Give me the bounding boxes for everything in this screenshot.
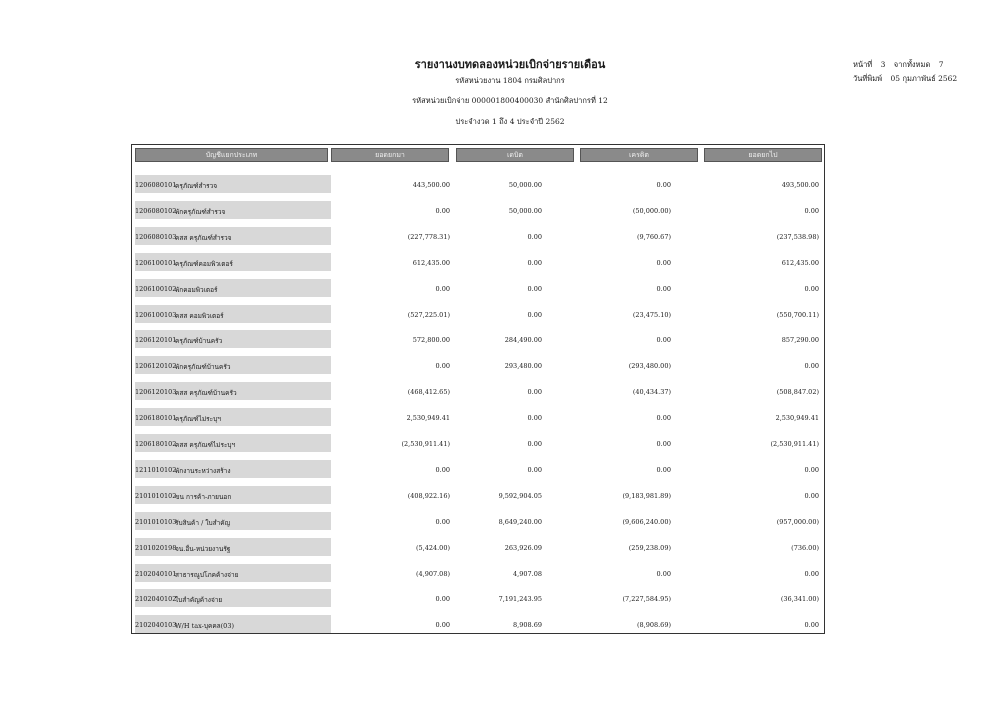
debit-value: 263,926.09 (504, 543, 542, 552)
agency-line: รหัสหน่วยงาน 1804 กรมศิลปากร (455, 76, 565, 85)
brought-forward-value: 0.00 (435, 284, 450, 293)
carried-forward-value: (508,847.02) (776, 388, 819, 397)
brought-forward-value: 612,435.00 (412, 258, 450, 267)
brought-forward-value: 0.00 (435, 595, 450, 604)
carried-forward-value: 0.00 (804, 284, 819, 293)
debit-value: 0.00 (527, 232, 542, 241)
table-row (131, 536, 825, 562)
table-row (131, 251, 825, 277)
table-row (131, 277, 825, 303)
account-name: พักงานระหว่างสร้าง (175, 466, 231, 475)
brought-forward-value: 0.00 (435, 465, 450, 474)
account-code: 2102040101 (135, 569, 177, 578)
account-name: ครุภัณฑ์คอมพิวเตอร์ (175, 259, 233, 268)
account-name: พักครุภัณฑ์บ้านครัว (175, 363, 231, 372)
column-header-carried-forward: ยอดยกไป (704, 148, 822, 162)
table-row (131, 510, 825, 536)
carried-forward-value: 0.00 (804, 621, 819, 630)
account-name: คสส คอมพิวเตอร์ (175, 311, 224, 320)
disbursement-unit-line: รหัสหน่วยเบิกจ่าย 000001800400030 สำนักศิลปากรที่ 12 (412, 96, 608, 105)
account-name: คสส ครุภัณฑ์ไม่ระบุฯ (175, 441, 236, 449)
page-label: หน้าที่ (853, 60, 873, 69)
carried-forward-value: 2,530,949.41 (775, 414, 819, 423)
carried-forward-value: 0.00 (804, 206, 819, 215)
column-header-brought-forward: ยอดยกมา (331, 148, 449, 162)
brought-forward-value: (227,778.31) (407, 232, 450, 241)
column-header-debit: เดบิต (456, 148, 574, 162)
table-row (131, 613, 825, 639)
brought-forward-value: 572,800.00 (412, 336, 450, 345)
account-code: 1206080102 (135, 206, 177, 215)
account-code: 2101010103 (135, 517, 177, 526)
report-title: รายงานงบทดลองหน่วยเบิกจ่ายรายเดือน (414, 58, 606, 71)
brought-forward-value: 0.00 (435, 621, 450, 630)
table-row (131, 587, 825, 613)
credit-value: (50,000.00) (632, 206, 671, 215)
account-name: รับสินค้า / ใบสำคัญ (175, 518, 231, 527)
table-row (131, 562, 825, 588)
credit-value: 0.00 (656, 414, 671, 423)
print-date: 05 กุมภาพันธ์ 2562 (890, 74, 958, 83)
table-row (131, 406, 825, 432)
credit-value: 0.00 (656, 181, 671, 189)
account-code: 2102040103 (135, 621, 177, 630)
credit-value: (7,227,584.95) (622, 595, 671, 604)
brought-forward-value: 0.00 (435, 206, 450, 215)
print-date-label: วันที่พิมพ์ (853, 74, 883, 83)
account-code: 1206100102 (135, 284, 177, 293)
table-row (131, 303, 825, 329)
table-row (131, 354, 825, 380)
carried-forward-value: 0.00 (804, 491, 819, 500)
account-name: คสส ครุภัณฑ์สำรวจ (175, 233, 232, 242)
carried-forward-value: (237,538.98) (776, 232, 819, 241)
brought-forward-value: 0.00 (435, 517, 450, 526)
brought-forward-value: (4,907.08) (415, 569, 450, 578)
account-code: 1206180102 (135, 440, 177, 448)
table-row (131, 328, 825, 354)
brought-forward-value: 443,500.00 (412, 181, 450, 189)
account-code: 2101020198 (135, 543, 177, 552)
debit-value: 0.00 (527, 258, 542, 267)
debit-value: 7,191,243.95 (498, 595, 542, 604)
credit-value: 0.00 (656, 465, 671, 474)
total-label: จากทั้งหมด (893, 60, 931, 69)
account-name: คสส ครุภัณฑ์บ้านครัว (175, 389, 237, 398)
debit-value: 4,907.08 (513, 569, 542, 578)
carried-forward-value: (550,700.11) (776, 310, 819, 319)
account-code: 1206080103 (135, 232, 177, 241)
table-row (131, 225, 825, 251)
debit-value: 0.00 (527, 388, 542, 397)
debit-value: 0.00 (527, 440, 542, 448)
account-name: W/H tax-บุคคล(03) (175, 622, 234, 631)
table-row (131, 380, 825, 406)
credit-value: (9,183,981.89) (622, 491, 671, 500)
carried-forward-value: (957,000.00) (776, 517, 819, 526)
carried-forward-value: (736.00) (791, 543, 819, 552)
table-row (131, 432, 825, 458)
debit-value: 9,592,904.05 (498, 491, 542, 500)
debit-value: 0.00 (527, 414, 542, 423)
carried-forward-value: (2,530,911.41) (770, 440, 819, 448)
credit-value: 0.00 (656, 569, 671, 578)
debit-value: 8,649,240.00 (498, 517, 542, 526)
carried-forward-value: 493,500.00 (781, 181, 819, 189)
account-name: พักครุภัณฑ์สำรวจ (175, 207, 226, 216)
account-name: ครุภัณฑ์สำรวจ (175, 182, 218, 190)
debit-value: 50,000.00 (508, 206, 542, 215)
credit-value: 0.00 (656, 284, 671, 293)
brought-forward-value: (408,922.16) (407, 491, 450, 500)
brought-forward-value: 2,530,949.41 (406, 414, 450, 423)
account-code: 1206080101 (135, 181, 177, 189)
debit-value: 0.00 (527, 284, 542, 293)
account-name: ขน การค้า-ภายนอก (175, 492, 232, 501)
brought-forward-value: (2,530,911.41) (401, 440, 450, 448)
table-row (131, 458, 825, 484)
account-name: สาธารณูปโภคค้างจ่าย (175, 570, 239, 579)
account-name: พักคอมพิวเตอร์ (175, 285, 218, 294)
total-pages: 7 (938, 60, 944, 69)
carried-forward-value: 612,435.00 (781, 258, 819, 267)
credit-value: (293,480.00) (628, 362, 671, 371)
column-header-credit: เครดิต (580, 148, 698, 162)
carried-forward-value: 0.00 (804, 465, 819, 474)
brought-forward-value: (527,225.01) (407, 310, 450, 319)
period-line: ประจำงวด 1 ถึง 4 ประจำปี 2562 (455, 117, 565, 126)
account-code: 1206180101 (135, 414, 177, 423)
credit-value: 0.00 (656, 440, 671, 448)
debit-value: 293,480.00 (504, 362, 542, 371)
account-name: จน.อื่น-หน่วยงานรัฐ (175, 544, 231, 553)
credit-value: (9,760.67) (636, 232, 671, 241)
carried-forward-value: 0.00 (804, 362, 819, 371)
debit-value: 0.00 (527, 310, 542, 319)
credit-value: 0.00 (656, 258, 671, 267)
page-info (853, 58, 963, 86)
credit-value: (9,606,240.00) (622, 517, 671, 526)
page-number: 3 (880, 60, 886, 69)
account-code: 1206120101 (135, 336, 177, 345)
account-name: ใบสำคัญค้างจ่าย (175, 596, 223, 605)
account-code: 1206120103 (135, 388, 177, 397)
account-code: 1206120102 (135, 362, 177, 371)
account-code: 1206100103 (135, 310, 177, 319)
credit-value: (23,475.10) (632, 310, 671, 319)
account-code: 2101010102 (135, 491, 177, 500)
debit-value: 50,000.00 (508, 181, 542, 189)
table-row (131, 173, 825, 199)
credit-value: (40,434.37) (632, 388, 671, 397)
brought-forward-value: (5,424.00) (415, 543, 450, 552)
carried-forward-value: 0.00 (804, 569, 819, 578)
account-code: 2102040102 (135, 595, 177, 604)
brought-forward-value: 0.00 (435, 362, 450, 371)
carried-forward-value: 857,290.00 (781, 336, 819, 345)
account-code: 1206100101 (135, 258, 177, 267)
table-row (131, 199, 825, 225)
credit-value: (8,908.69) (636, 621, 671, 630)
debit-value: 8,908.69 (513, 621, 542, 630)
brought-forward-value: (468,412.65) (407, 388, 450, 397)
account-code: 1211010102 (135, 465, 177, 474)
debit-value: 0.00 (527, 465, 542, 474)
table-row (131, 484, 825, 510)
credit-value: (259,238.09) (628, 543, 671, 552)
carried-forward-value: (36,341.00) (780, 595, 819, 604)
column-header-account: บัญชีแยกประเภท (135, 148, 328, 162)
account-name: ครุภัณฑ์ไม่ระบุฯ (175, 415, 221, 424)
account-name: ครุภัณฑ์บ้านครัว (175, 337, 223, 346)
debit-value: 284,490.00 (504, 336, 542, 345)
credit-value: 0.00 (656, 336, 671, 345)
